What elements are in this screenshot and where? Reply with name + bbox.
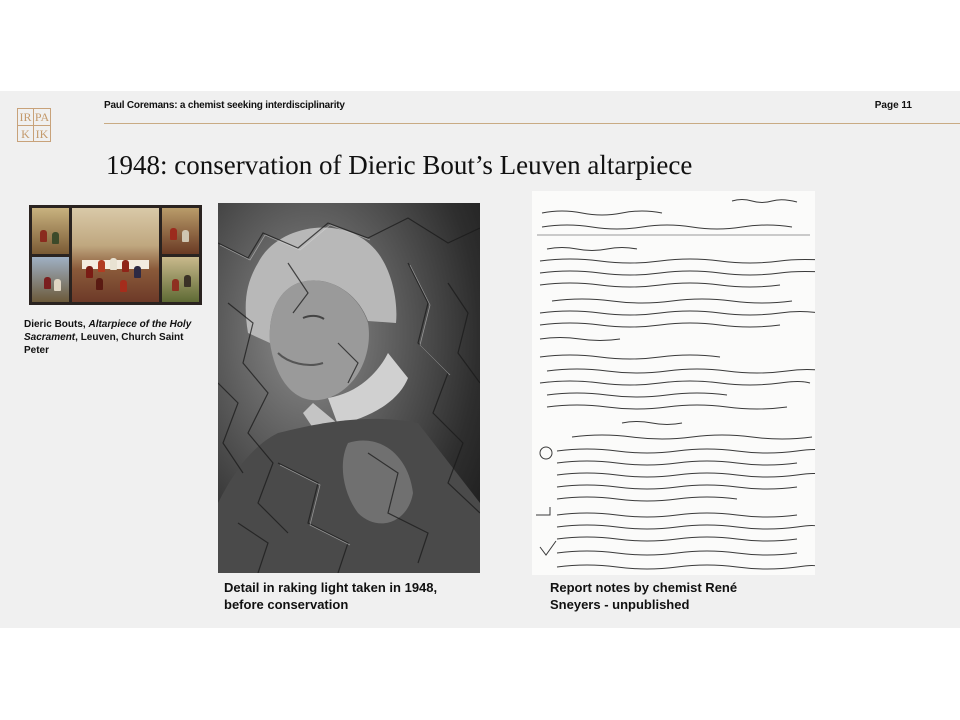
- raking-light-detail-photo: [218, 203, 480, 573]
- logo-letters-ir: IR: [18, 109, 34, 126]
- slide-title: 1948: conservation of Dieric Bout’s Leuven altarpiece: [106, 150, 693, 180]
- logo-letters-pa: PA: [34, 110, 50, 124]
- page-number: Page 11: [874, 100, 912, 111]
- logo-letters-ik: IK: [35, 127, 49, 141]
- left-wing-top-scene: [32, 208, 69, 254]
- raking-light-figure-drawing: [218, 203, 480, 573]
- altarpiece-triptych-image: [29, 205, 202, 305]
- report-caption: [550, 579, 737, 613]
- handwritten-report-image: [532, 191, 815, 575]
- triptych-right-wing: [162, 208, 199, 302]
- handwriting-scribbles: [532, 191, 815, 575]
- irpa-kik-logo: [17, 108, 51, 142]
- detail-caption-line-1: Detail in raking light taken in 1948,: [224, 580, 438, 595]
- right-wing-bottom-scene: [162, 257, 199, 303]
- triptych-caption: [24, 318, 199, 357]
- left-wing-bottom-scene: [32, 257, 69, 303]
- logo-letters-k: K: [18, 126, 34, 142]
- right-wing-top-scene: [162, 208, 199, 254]
- header-divider: [104, 123, 960, 124]
- detail-photo-caption: [224, 579, 437, 613]
- triptych-center-panel: [72, 208, 159, 302]
- report-caption-line-1: Report notes by chemist René: [550, 580, 738, 595]
- header-title: Paul Coremans: a chemist seeking interdisciplinarity: [104, 100, 345, 111]
- detail-caption-line-2: before conservation: [224, 597, 349, 612]
- triptych-left-wing: [32, 208, 69, 302]
- slide: [0, 91, 960, 628]
- caption-work-title: Altarpiece of the Holy Sacrament: [24, 319, 192, 343]
- caption-location: , Leuven, Church Saint Peter: [24, 332, 184, 356]
- caption-author: Dieric Bouts,: [24, 319, 89, 330]
- report-caption-line-2: Sneyers - unpublished: [550, 597, 690, 612]
